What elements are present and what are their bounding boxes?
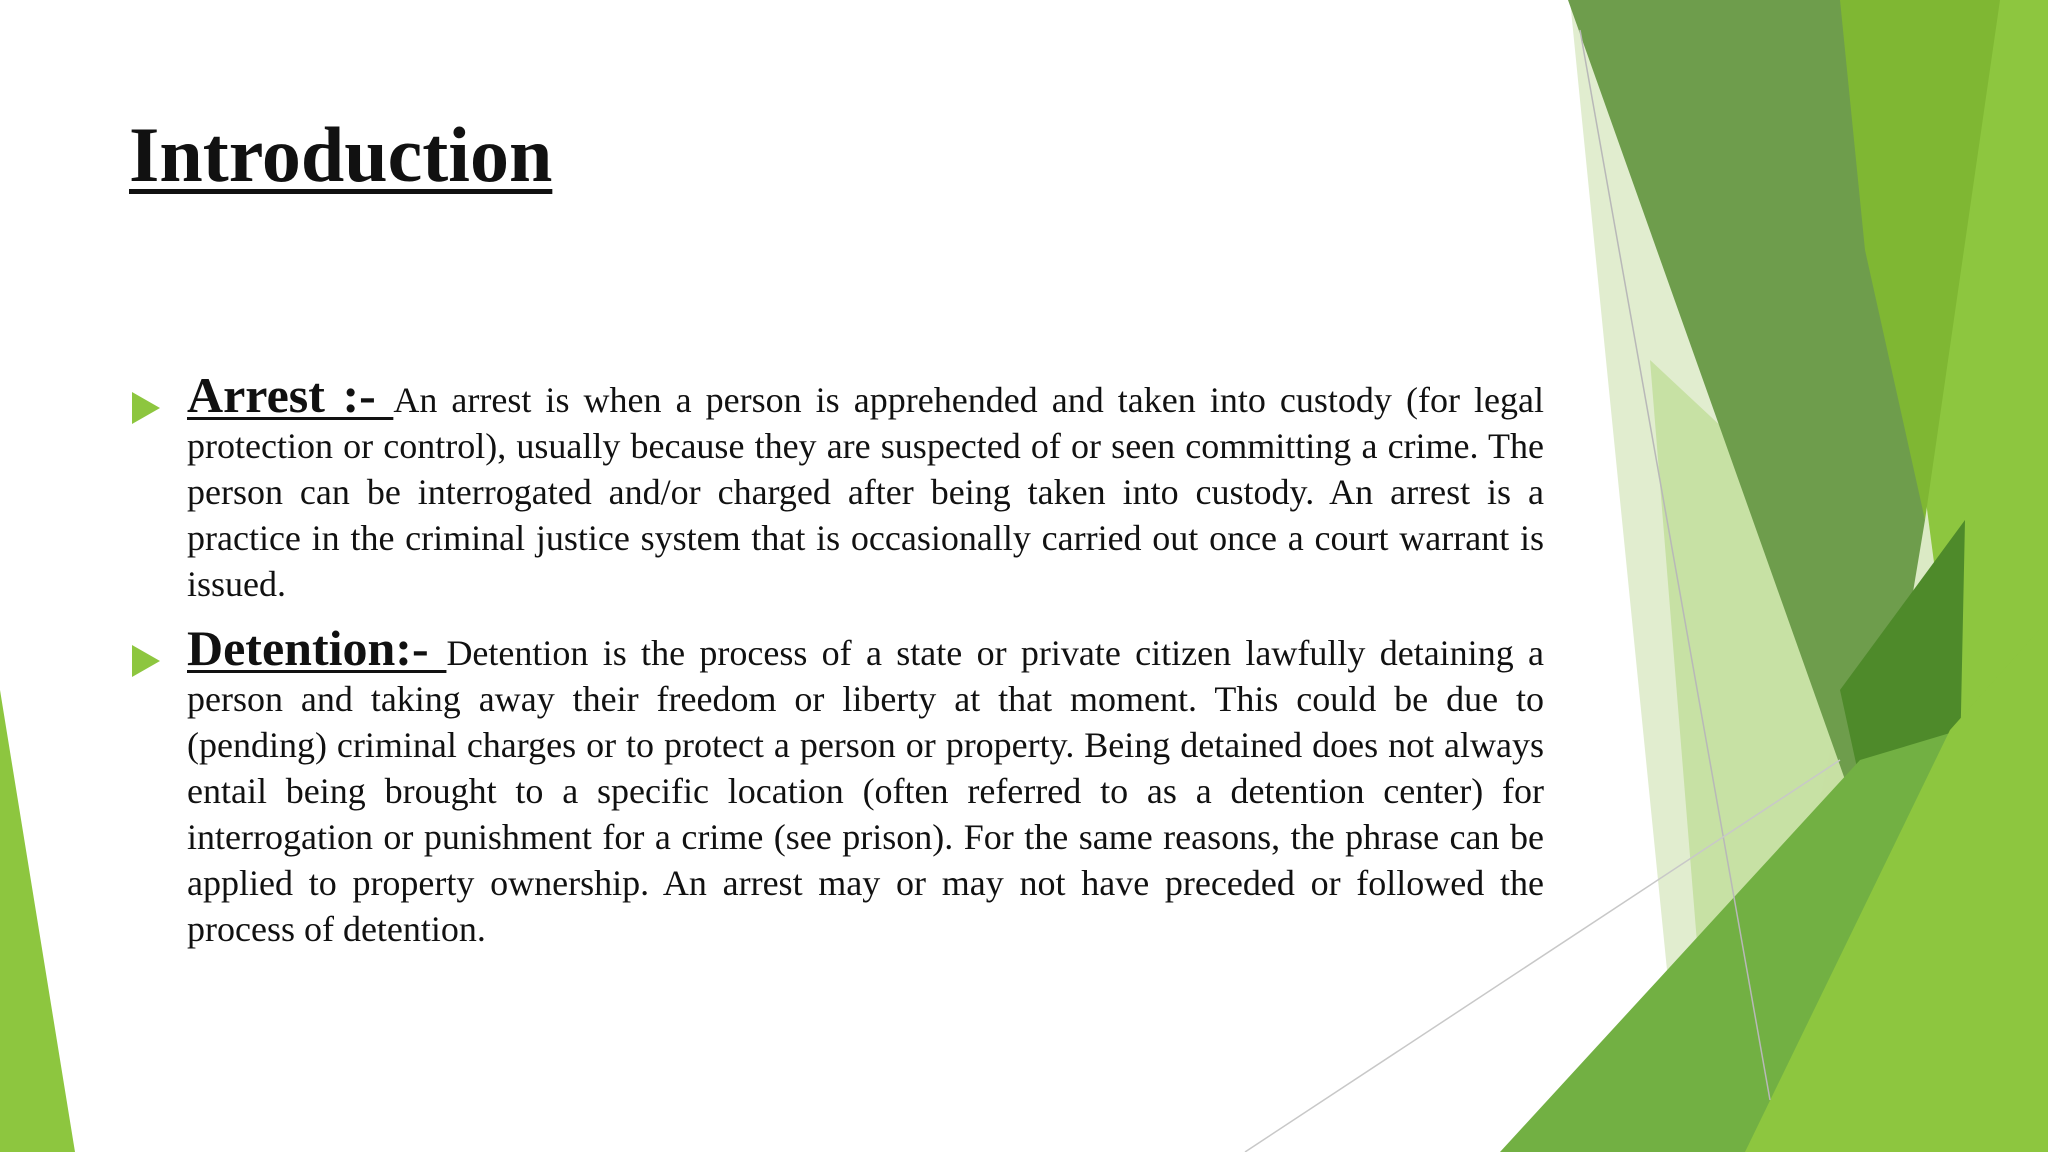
- bullet-paragraph: [187, 620, 1544, 952]
- bullet-detention: [130, 620, 1544, 952]
- bullet-text: An arrest is when a person is apprehended and taken into custody (for legal protection or control), usually because they are suspected of or seen committing a crime. The person can be interrogated and/or charged after being taken into custody. An arrest is a practice in the criminal justice system that is occasionally carried out once a court warrant is issued.: [187, 380, 1544, 604]
- triangle-bullet-icon: [132, 392, 160, 424]
- triangle-bullet-icon: [132, 645, 160, 677]
- bullet-arrest: [130, 367, 1544, 607]
- bullet-text: Detention is the process of a state or private citizen lawfully detaining a person and taking away their freedom or liberty at that moment. This could be due to (pending) criminal charges or to protect a person or property. Being detained does not always entail being brought to a specific location (often referred to as a detention center) for interrogation or punishment for a crime (see prison). For the same reasons, the phrase can be applied to property ownership. An arrest may or may not have preceded or followed the process of detention.: [187, 633, 1544, 949]
- deco-shape-left-sliver: [0, 690, 75, 1152]
- slide-title: Introduction: [129, 111, 553, 198]
- bullet-list: [130, 367, 1544, 970]
- bullet-paragraph: [187, 367, 1544, 607]
- bullet-term: Arrest :-: [187, 367, 394, 423]
- bullet-term: Detention:-: [187, 620, 447, 676]
